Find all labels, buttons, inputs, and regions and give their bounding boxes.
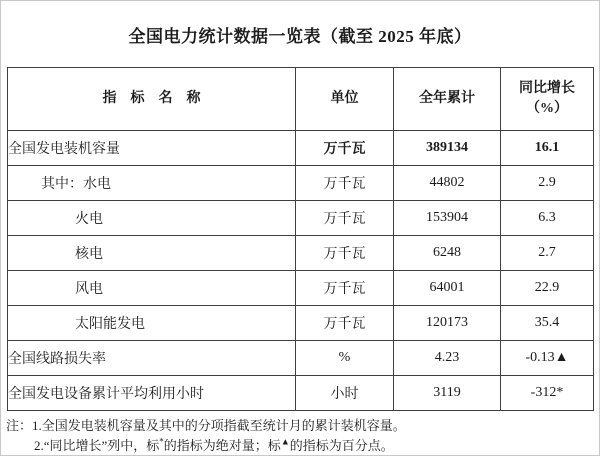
table-body [8, 131, 594, 411]
page-title: 全国电力统计数据一览表（截至 2025 年底） [128, 26, 472, 46]
total-cell: 4.23 [394, 341, 501, 376]
footnote-2 [6, 436, 599, 456]
unit-cell: 万千瓦 [296, 131, 394, 166]
col-header-total: 全年累计 [394, 68, 501, 131]
yoy-cell: -0.13▲ [501, 341, 594, 376]
yoy-cell: -312* [501, 376, 594, 411]
yoy-cell: 22.9 [501, 271, 594, 306]
footnote-1: 注：1.全国发电装机容量及其中的分项指截至统计月的累计装机容量。 [6, 418, 406, 433]
footnote-2-text: 的指标为绝对量；标 [163, 438, 281, 453]
total-cell: 64001 [394, 271, 501, 306]
footnotes [6, 416, 599, 456]
total-cell: 153904 [394, 201, 501, 236]
table-row [8, 306, 594, 341]
power-statistics-table [7, 67, 594, 411]
col-header-indicator: 指 标 名 称 [8, 68, 296, 131]
footnote-2-text: 的指标为百分点。 [289, 438, 394, 453]
table-row [8, 376, 594, 411]
total-cell: 6248 [394, 236, 501, 271]
table-row [8, 201, 594, 236]
yoy-cell: 2.9 [501, 166, 594, 201]
table-row [8, 341, 594, 376]
unit-cell: 万千瓦 [296, 166, 394, 201]
col-header-unit: 单位 [296, 68, 394, 131]
total-cell: 3119 [394, 376, 501, 411]
indicator-cell: 风电 [8, 271, 296, 306]
unit-cell: 万千瓦 [296, 201, 394, 236]
indicator-cell: 太阳能发电 [8, 306, 296, 341]
col-header-yoy-line1: 同比增长 [519, 81, 575, 96]
unit-cell: 小时 [296, 376, 394, 411]
col-header-yoy [501, 68, 594, 131]
table-row [8, 271, 594, 306]
table-row [8, 236, 594, 271]
indicator-cell: 全国发电设备累计平均利用小时 [8, 376, 296, 411]
yoy-cell: 2.7 [501, 236, 594, 271]
indicator-cell: 全国线路损失率 [8, 341, 296, 376]
indicator-cell: 火电 [8, 201, 296, 236]
table-row [8, 131, 594, 166]
unit-cell: 万千瓦 [296, 236, 394, 271]
table-row [8, 166, 594, 201]
indicator-cell: 其中：水电 [8, 166, 296, 201]
triangle-marker: ▲ [280, 436, 290, 447]
yoy-cell: 35.4 [501, 306, 594, 341]
indicator-cell: 核电 [8, 236, 296, 271]
indicator-cell: 全国发电装机容量 [8, 131, 296, 166]
total-cell: 120173 [394, 306, 501, 341]
unit-cell: % [296, 341, 394, 376]
yoy-cell: 6.3 [501, 201, 594, 236]
col-header-yoy-line2: （%） [526, 101, 568, 116]
table-header [8, 68, 594, 131]
asterisk-marker: * [159, 436, 164, 447]
unit-cell: 万千瓦 [296, 306, 394, 341]
total-cell: 389134 [394, 131, 501, 166]
total-cell: 44802 [394, 166, 501, 201]
footnote-2-text: 2.“同比增长”列中，标 [34, 438, 160, 453]
header-row [8, 68, 594, 131]
unit-cell: 万千瓦 [296, 271, 394, 306]
yoy-cell: 16.1 [501, 131, 594, 166]
